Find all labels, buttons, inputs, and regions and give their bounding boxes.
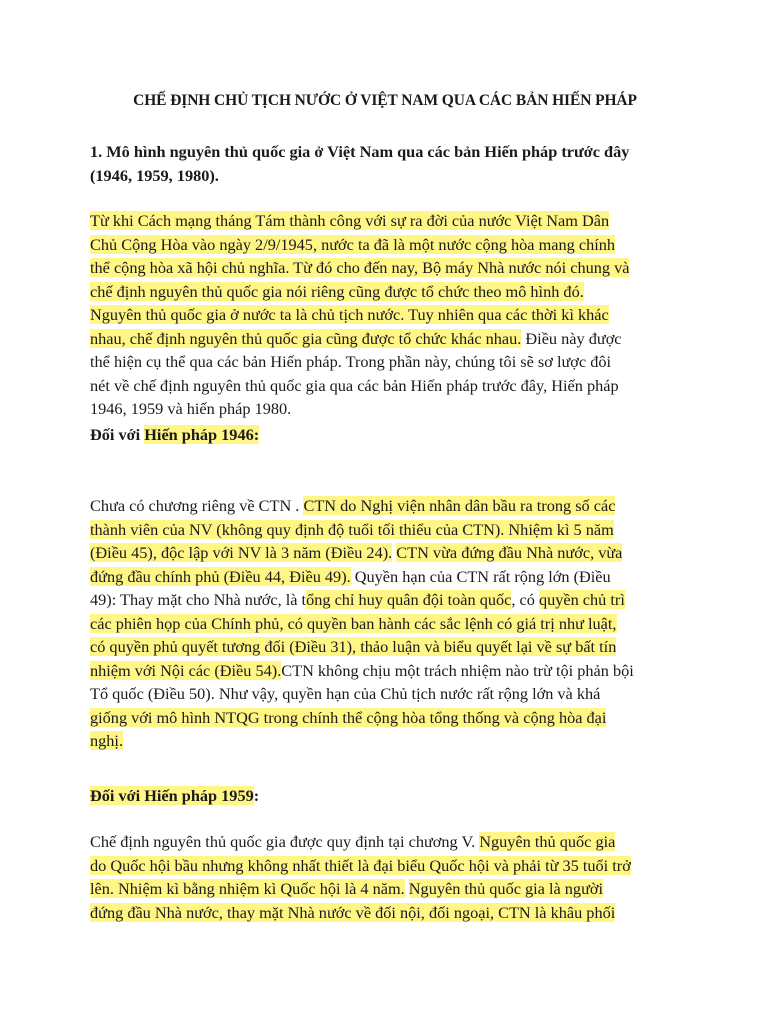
highlighted-text: đứng đầu chính phủ (Điều 44, Điều 49). [90,566,351,586]
paragraph-line [90,854,690,878]
paragraph-line [90,209,690,233]
paragraph-line: Tổ quốc (Điều 50). Như vậy, quyền hạn của Chủ tịch nước rất rộng lớn và khá [90,684,601,703]
heading-prefix: Đối với [90,425,145,444]
paragraph-line [90,706,690,730]
highlighted-text: ổng chỉ huy quân đội toàn quốc [306,590,512,609]
paragraph-line [90,541,690,565]
paragraph-line [90,233,690,257]
paragraph-line [90,256,690,280]
section-heading-line: 1. Mô hình nguyên thủ quốc gia ở Việt Nam qua các bản Hiến pháp trước đây [90,142,630,161]
heading-line [90,423,690,447]
document-title: CHẾ ĐỊNH CHỦ TỊCH NƯỚC Ở VIỆT NAM QUA CÁC BẢN HIẾN PHÁP [133,92,637,109]
paragraph-line [90,494,690,518]
highlighted-text: quyền chủ trì [538,590,625,609]
intro-paragraph [90,209,690,421]
highlighted-text: Hiến pháp 1946: [144,425,260,444]
paragraph-line [90,303,690,327]
highlighted-text: có quyền phủ quyết tương đối (Điều 31), thảo luận và biểu quyết lại về sự bất tín [90,637,617,656]
paragraph-line [90,830,690,854]
highlighted-text: giống với mô hình NTQG trong chính thể cộng hòa tổng thống và cộng hòa đại [90,707,607,727]
highlighted-text: chế định nguyên thủ quốc gia nói riêng cũng được tổ chức theo mô hình đó. [90,281,584,301]
heading-hien-phap-1946 [90,423,690,447]
highlighted-text: Chủ Cộng Hòa vào ngày 2/9/1945, nước ta đã là một nước cộng hòa mang chính [90,234,616,254]
highlighted-text: thành viên của NV (không quy định độ tuổi tối thiểu của CTN). Nhiệm kì 5 năm [90,519,614,539]
paragraph-line: 1946, 1959 và hiến pháp 1980. [90,399,292,418]
paragraph-line [90,877,690,901]
highlighted-text: đứng đầu Nhà nước, thay mặt Nhà nước về đối nội, đối ngoại, CTN là khâu phối [90,902,616,922]
highlighted-text: Nguyên thủ quốc gia [479,832,616,851]
heading-line [90,784,690,808]
highlighted-text: nhau, chế định nguyên thủ quốc gia cũng được tổ chức khác nhau. [90,328,522,348]
paragraph-line: nét về chế định nguyên thủ quốc gia qua các bản Hiến pháp trước đây, Hiến pháp [90,375,619,395]
paragraph-1959 [90,830,690,924]
highlighted-text: (Điều 45), độc lập với NV là 3 năm (Điều 24). [90,543,393,562]
paragraph-line [90,612,690,636]
highlighted-text: Nguyên thủ quốc gia là người [408,879,604,898]
highlighted-text: lên. Nhiệm kì bằng nhiệm kì Quốc hội là 4 năm. [90,879,405,898]
plain-text: 49): Thay mặt cho Nhà nước, là t [90,590,307,609]
paragraph-line [90,588,690,612]
heading-suffix: : [253,786,260,805]
highlighted-text: các phiên họp của Chính phủ, có quyền ban hành các sắc lệnh có giá trị như luật, [90,613,617,633]
highlighted-text: Nguyên thủ quốc gia ở nước ta là chủ tịch nước. Tuy nhiên qua các thời kì khác [90,305,609,324]
highlighted-text: Từ khi Cách mạng tháng Tám thành công với sự ra đời của nước Việt Nam Dân [90,211,610,230]
plain-text: , có [511,590,539,609]
section-heading-1 [90,140,690,187]
highlighted-text: nghị. [90,731,124,750]
highlighted-text: CTN vừa đứng đầu Nhà nước, vừa [396,543,623,562]
paragraph-1946 [90,494,690,753]
highlighted-text: CTN do Nghị viện nhân dân bầu ra trong số các [303,496,616,515]
plain-text: CTN không chịu một trách nhiệm nào trừ tội phản bội [281,660,634,680]
paragraph-line [90,729,690,753]
plain-text: Quyền hạn của CTN rất rộng lớn (Điều [350,566,611,586]
highlighted-text: do Quốc hội bầu nhưng không nhất thiết là đại biểu Quốc hội và phải từ 35 tuổi trở [90,855,631,875]
plain-text: Chưa có chương riêng về CTN . [90,496,304,515]
paragraph-line [90,635,690,659]
paragraph-line [90,659,690,683]
highlighted-text: nhiệm với Nội các (Điều 54). [90,660,282,680]
paragraph-line [90,565,690,589]
paragraph-line: thể hiện cụ thể qua các bản Hiến pháp. Trong phần này, chúng tôi sẽ sơ lược đôi [90,352,611,371]
paragraph-line [90,280,690,304]
paragraph-line [90,327,690,351]
plain-text: Chế định nguyên thủ quốc gia được quy định tại chương V. [90,832,480,851]
plain-text: Điều này được [521,328,622,348]
paragraph-line [90,518,690,542]
highlighted-text: thể cộng hòa xã hội chủ nghĩa. Từ đó cho đến nay, Bộ máy Nhà nước nói chung và [90,258,630,277]
paragraph-line [90,901,690,925]
heading-hien-phap-1959 [90,784,690,808]
section-heading-line: (1946, 1959, 1980). [90,165,219,185]
highlighted-text: Đối với Hiến pháp 1959 [90,786,254,805]
